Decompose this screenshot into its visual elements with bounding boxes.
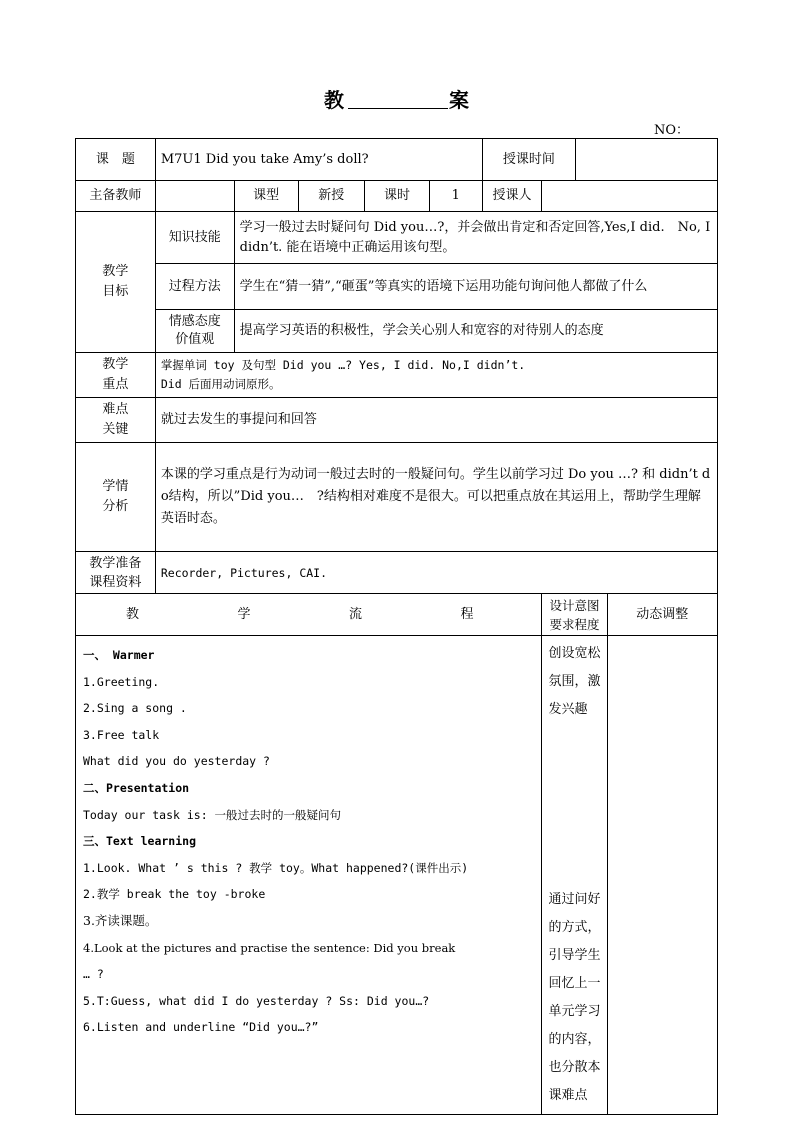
- teaching-process-content: [76, 636, 542, 1115]
- process-line: 三、Text learning: [83, 834, 197, 849]
- process-line: 1.Greeting.: [83, 674, 160, 689]
- lesson-time-value: [576, 139, 718, 181]
- lecturer-value: [542, 181, 718, 212]
- dynamic-adjust-header: 动态调整: [607, 594, 717, 636]
- analysis-value: 本课的学习重点是行为动词一般过去时的一般疑问句。学生以前学习过 Do you …? 和 didn’t do结构，所以”Did you… ?结构相对难度不是很大。可以把重点放在其运用上，帮助学生理解英语时态。: [155, 443, 717, 552]
- key-points-line-2: Did 后面用动词原形。: [160, 377, 281, 391]
- process-line: 2.Sing a song .: [83, 701, 187, 716]
- class-hours-value: 1: [430, 181, 483, 212]
- process-line: What did you do yesterday ?: [83, 754, 270, 769]
- title-char-2: 案: [449, 88, 469, 112]
- lesson-time-label: 授课时间: [482, 139, 576, 181]
- process-method-value: 学生在“猜一猜”,“砸蛋”等真实的语境下运用功能句询问他人都做了什么: [234, 264, 717, 310]
- design-note-2: 通过问好的方式，引导学生回忆上一单元学习的内容，也分散本课难点: [548, 892, 601, 1103]
- dynamic-adjust-content: [607, 636, 717, 1115]
- key-points-label: 教学 重点: [76, 353, 156, 398]
- lecturer-label: 授课人: [482, 181, 542, 212]
- attitude-value: 提高学习英语的积极性，学会关心别人和宽容的对待别人的态度: [234, 310, 717, 353]
- process-line: 一、 Warmer: [83, 648, 155, 662]
- number-label: NO：: [654, 123, 690, 138]
- process-header-char-4: 程: [460, 606, 474, 622]
- process-line: 3.齐读课题。: [83, 912, 158, 928]
- preparation-label: 教学准备 课程资料: [76, 552, 156, 594]
- knowledge-value: 学习一般过去时疑问句 Did you…?，并会做出肯定和否定回答,Yes,I did. No, I didn’t. 能在语境中正确运用该句型。: [234, 212, 717, 264]
- class-hours-label: 课时: [364, 181, 429, 212]
- process-line: Today our task is: 一般过去时的一般疑问句: [83, 807, 342, 822]
- design-intent-header: 设计意图 要求程度: [542, 594, 607, 636]
- process-header: [76, 594, 542, 636]
- process-method-label: 过程方法: [155, 264, 234, 310]
- process-line: … ?: [83, 967, 104, 982]
- topic-value: M7U1 Did you take Amy’s doll?: [155, 139, 482, 181]
- process-line: 1.Look. What ’ s this ? 教学 toy。What happened?(课件出示): [83, 860, 469, 875]
- process-line: 6.Listen and underline “Did you…?”: [83, 1020, 319, 1035]
- process-line: 5.T:Guess, what did I do yesterday ? Ss: Did you…?: [83, 993, 430, 1008]
- knowledge-label: 知识技能: [155, 212, 234, 264]
- process-line: 4.Look at the pictures and practise the sentence: Did you break: [83, 940, 456, 955]
- lesson-plan-table: [75, 138, 718, 1115]
- attitude-label: 情感态度 价值观: [155, 310, 234, 353]
- analysis-label: 学情 分析: [76, 443, 156, 552]
- lesson-type-value: 新授: [298, 181, 364, 212]
- process-header-char-3: 流: [348, 606, 362, 622]
- difficulty-value: 就过去发生的事提问和回答: [155, 398, 717, 443]
- process-header-char-2: 学: [237, 606, 251, 622]
- topic-label: 课 题: [76, 139, 156, 181]
- process-header-char-1: 教: [126, 606, 140, 622]
- design-intent-content: [542, 636, 607, 1115]
- process-line: 2.教学 break the toy -broke: [83, 887, 266, 902]
- design-note-1: 创设宽松氛围，激发兴趣: [548, 646, 601, 717]
- goals-label: 教学 目标: [76, 212, 156, 353]
- title-char-1: 教: [324, 88, 344, 112]
- preparation-value: Recorder, Pictures, CAI.: [155, 552, 717, 594]
- title-underline: [348, 108, 448, 109]
- main-teacher-value: [155, 181, 234, 212]
- process-line: 二、Presentation: [83, 780, 190, 795]
- main-teacher-label: 主备教师: [76, 181, 156, 212]
- lesson-type-label: 课型: [234, 181, 298, 212]
- difficulty-label: 难点 关键: [76, 398, 156, 443]
- key-points-line-1: 掌握单词 toy 及句型 Did you …? Yes, I did. No,I didn’t.: [160, 358, 526, 372]
- process-line: 3.Free talk: [83, 727, 160, 742]
